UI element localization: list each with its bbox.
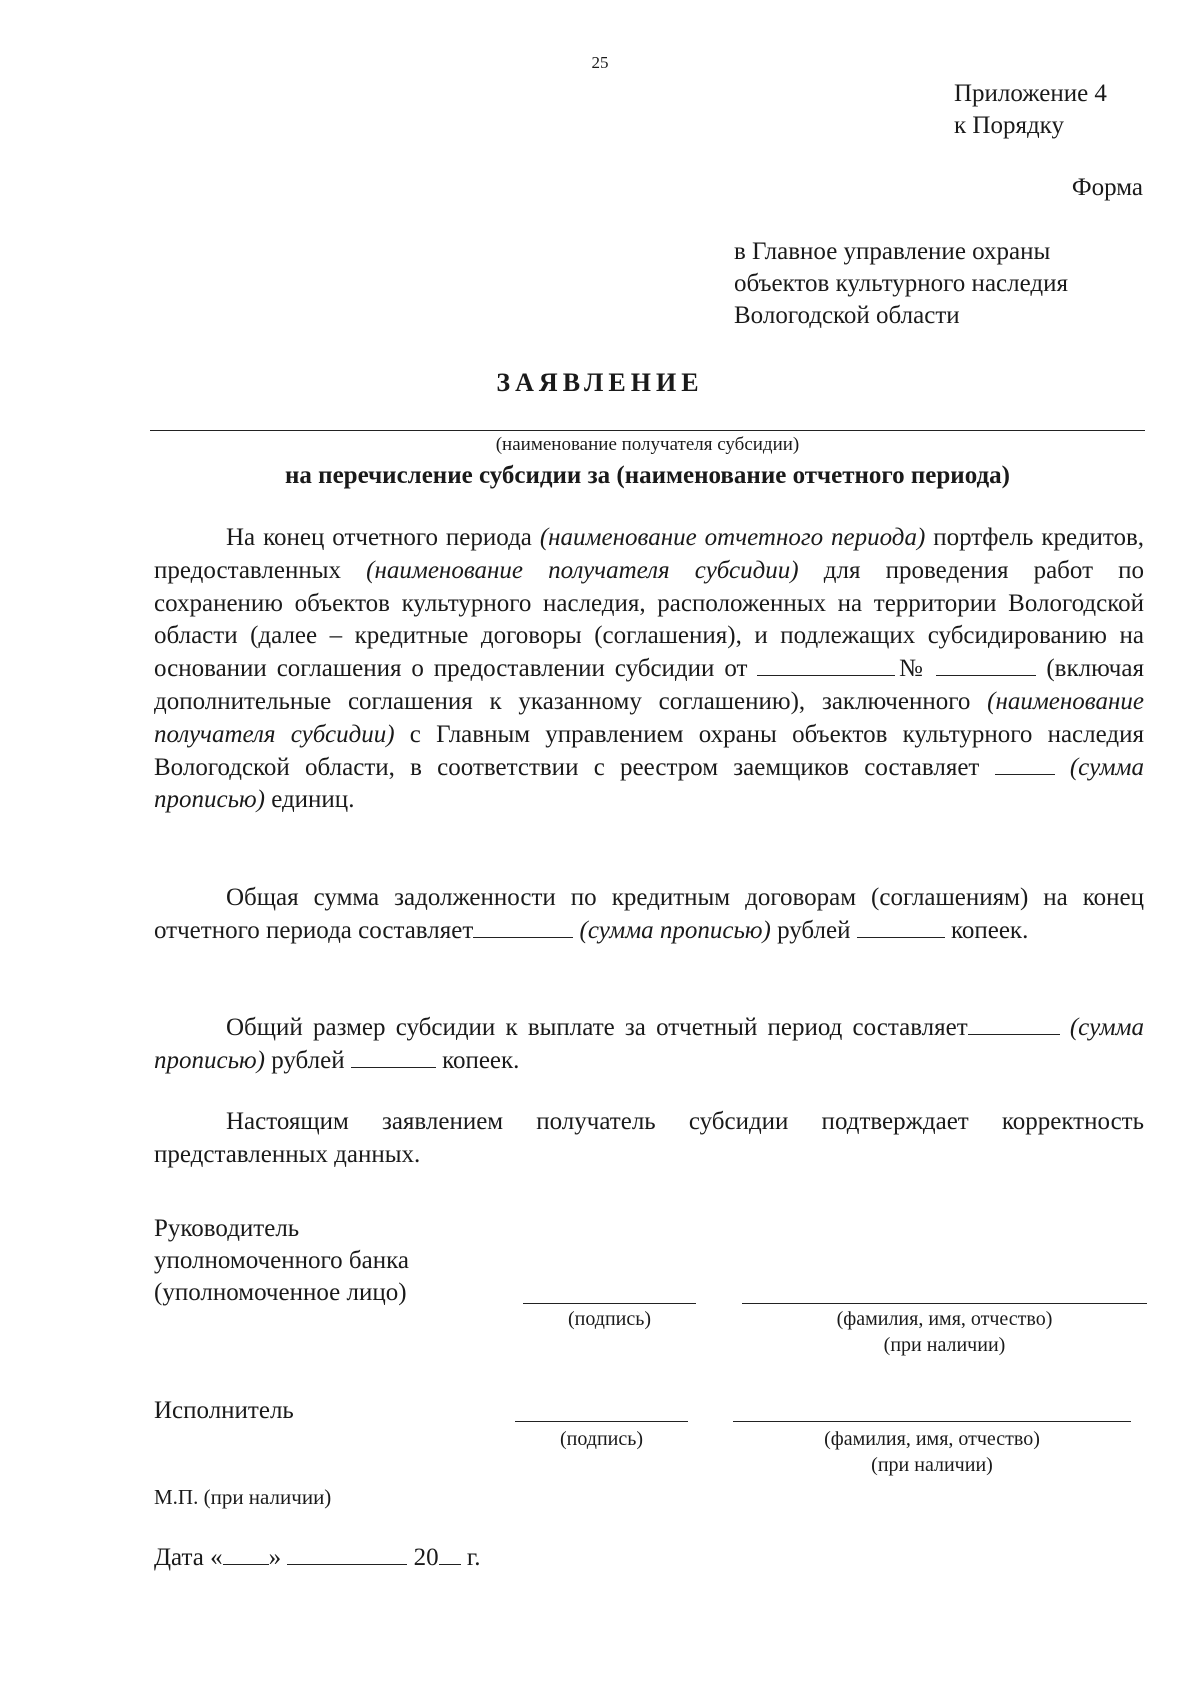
agreement-number-blank (936, 655, 1036, 676)
addressee-line2: объектов культурного наследия (734, 270, 1068, 297)
head-name-caption: (фамилия, имя, отчество) (при наличии) (836, 1308, 1053, 1356)
paragraph-portfolio: На конец отчетного периода (наименование отчетного периода) портфель кредитов, предоставленных (наименование получателя субсидии) для проведения работ по сохранению объектов культурного наследия, расположенных на территории Вологодской области (далее – кредитные договоры (соглашения), и подлежащих субсидированию на основании соглашения о предоставлении субсидии от № (включая дополнительные соглашения к указанному соглашению), заключенного (наименование получателя субсидии) с Главным управлением охраны объектов культурного наследия Вологодской области, в соответствии с реестром заемщиков составляет (сумма прописью) единиц. (154, 524, 1145, 814)
executor-name-caption: (фамилия, имя, отчество) (при наличии) (824, 1428, 1040, 1476)
appendix-line2: к Порядку (954, 112, 1064, 139)
appendix-line1: Приложение 4 (954, 80, 1107, 107)
recipient-name-blank (150, 430, 1145, 431)
addressee-line1: в Главное управление охраны (734, 238, 1051, 265)
paragraph-subsidy-amount: Общий размер субсидии к выплате за отчетный период составляет (сумма прописью) рублей копеек. (154, 1014, 1144, 1074)
subsidy-amount-blank (968, 1014, 1060, 1035)
executor-signature-line (515, 1421, 688, 1422)
agreement-date-blank (757, 655, 895, 676)
document-title: ЗАЯВЛЕНИЕ (496, 368, 704, 397)
stamp-note: М.П. (при наличии) (154, 1485, 332, 1509)
paragraph-total-debt: Общая сумма задолженности по кредитным договорам (соглашениям) на конец отчетного периода составляет (сумма прописью) рублей копеек. (154, 884, 1144, 944)
head-signature-caption: (подпись) (567, 1308, 652, 1330)
page-number: 25 (591, 53, 609, 72)
debt-amount-blank (473, 917, 573, 938)
head-signatory-label: Руководитель уполномоченного банка (уполномоченное лицо) (154, 1215, 409, 1306)
document-subtitle: на перечисление субсидии за (наименование отчетного периода) (285, 462, 1010, 489)
debt-kopecks-blank (857, 917, 945, 938)
date-month-blank (287, 1544, 407, 1565)
addressee-block (734, 236, 1068, 332)
addressee-line3: Вологодской области (734, 302, 960, 329)
form-label: Форма (1071, 174, 1143, 201)
date-day-blank (223, 1544, 269, 1565)
head-signature-line (523, 1303, 696, 1304)
date-line: Дата « » 20 г. (154, 1544, 481, 1571)
borrowers-count-blank (995, 754, 1055, 775)
executor-name-line (733, 1421, 1131, 1422)
head-name-line (742, 1303, 1147, 1304)
date-year-blank (439, 1544, 461, 1565)
subsidy-kopecks-blank (351, 1047, 436, 1068)
executor-signature-caption: (подпись) (559, 1428, 644, 1450)
paragraph-confirmation: Настоящим заявлением получатель субсидии подтверждает корректность представленных данных. (154, 1108, 1144, 1168)
recipient-caption: (наименование получателя субсидии) (495, 434, 800, 455)
executor-label: Исполнитель (154, 1397, 294, 1424)
appendix-reference (954, 78, 1107, 142)
